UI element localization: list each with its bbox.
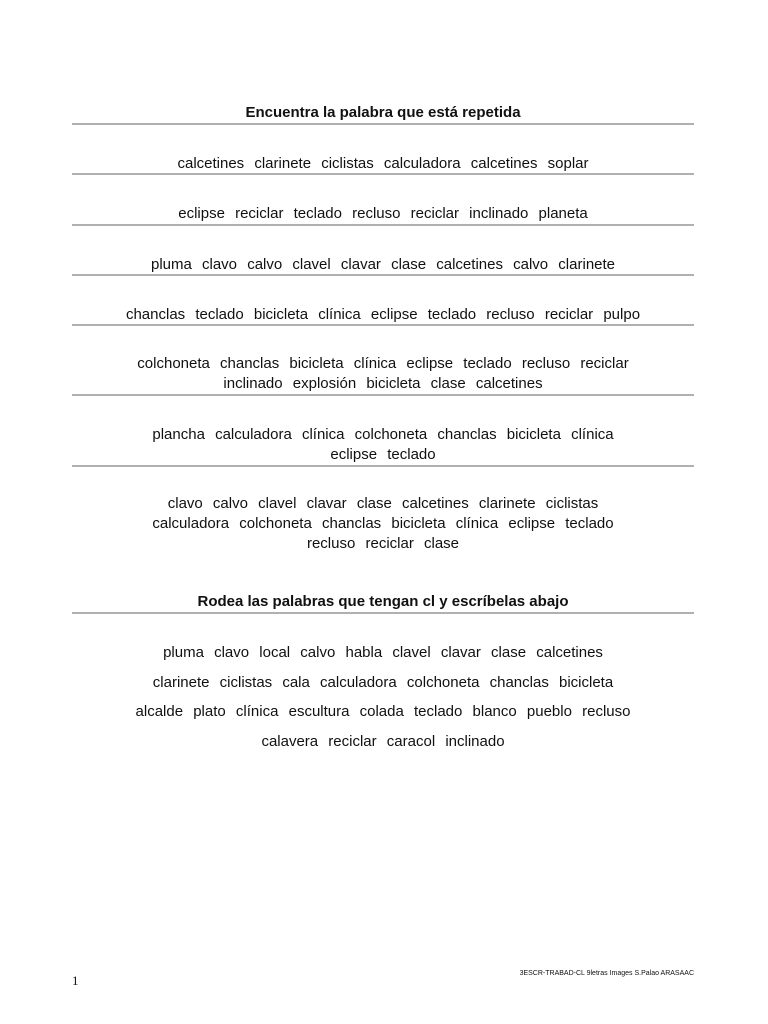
divider-line bbox=[72, 612, 694, 614]
divider-line bbox=[72, 123, 694, 125]
exercise-6 bbox=[72, 425, 694, 465]
section2-title: Rodea las palabras que tengan cl y escríbelas abajo bbox=[197, 593, 569, 610]
exercise-5 bbox=[72, 354, 694, 394]
exercise-line: colchoneta chanclas bicicleta clínica eclipse teclado recluso reciclar bbox=[137, 355, 629, 372]
divider-line bbox=[72, 324, 694, 326]
exercise-line: chanclas teclado bicicleta clínica eclipse teclado recluso reciclar pulpo bbox=[125, 306, 641, 323]
word-list-line: alcalde plato clínica escultura colada teclado blanco pueblo recluso bbox=[135, 703, 631, 720]
exercise-line: recluso reciclar clase bbox=[306, 535, 460, 552]
exercise-line: eclipse reciclar teclado recluso reciclar inclinado planeta bbox=[178, 205, 588, 222]
exercise-line: plancha calculadora clínica colchoneta chanclas bicicleta clínica bbox=[152, 426, 614, 443]
word-list-line: clarinete ciclistas cala calculadora colchoneta chanclas bicicleta bbox=[152, 673, 614, 691]
exercise-line: pluma clavo calvo clavel clavar clase calcetines calvo clarinete bbox=[150, 256, 616, 273]
divider-line bbox=[72, 224, 694, 226]
divider-line bbox=[72, 465, 694, 467]
word-list-line: calavera reciclar caracol inclinado bbox=[261, 732, 505, 750]
exercise-line: inclinado explosión bicicleta clase calcetines bbox=[223, 375, 543, 392]
exercise-3 bbox=[72, 255, 694, 275]
divider-line bbox=[72, 394, 694, 396]
exercise-line: clavo calvo clavel clavar clase calcetines clarinete ciclistas bbox=[167, 495, 599, 512]
exercise-2 bbox=[72, 204, 694, 224]
exercise-7 bbox=[72, 494, 694, 554]
word-list bbox=[72, 638, 694, 756]
exercise-1 bbox=[72, 154, 694, 174]
page-number: 1 bbox=[72, 973, 79, 988]
exercise-line: eclipse teclado bbox=[330, 446, 436, 463]
divider-line bbox=[72, 274, 694, 276]
word-list-line: pluma clavo local calvo habla clavel clavar clase calcetines bbox=[163, 644, 603, 661]
exercise-4 bbox=[72, 305, 694, 325]
exercise-line: calculadora colchoneta chanclas bicicleta clínica eclipse teclado bbox=[152, 515, 614, 532]
footer-credit: 3ESCR-TRABAD-CL 9letras Images S.Palao ARASAAC bbox=[519, 970, 694, 977]
section1-title: Encuentra la palabra que está repetida bbox=[245, 104, 521, 121]
exercise-line: calcetines clarinete ciclistas calculadora calcetines soplar bbox=[177, 155, 589, 172]
divider-line bbox=[72, 173, 694, 175]
